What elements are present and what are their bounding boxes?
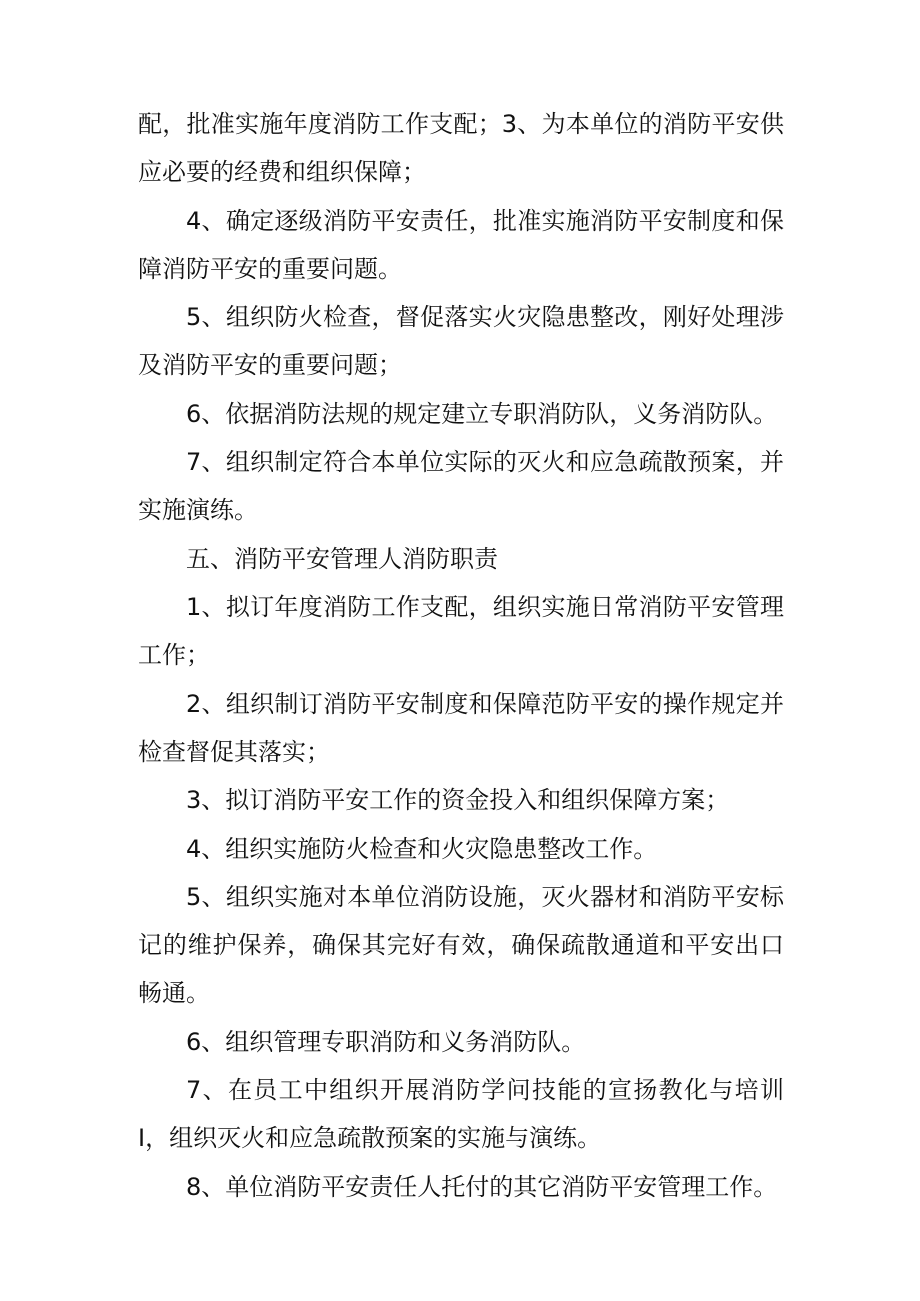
paragraph-manager-duty-4: 4、组织实施防火检查和火灾隐患整改工作。 <box>186 834 658 863</box>
paragraph-manager-duty-5: 5、组织实施对本单位消防设施，灭火器材和消防平安标记的维护保养，确保其完好有效，确保疏散通道和平安出口畅通。 <box>138 883 784 1007</box>
paragraph-manager-duty-6: 6、组织管理专职消防和义务消防队。 <box>186 1027 586 1056</box>
paragraph-manager-duty-2: 2、组织制订消防平安制度和保障范防平安的操作规定并检查督促其落实； <box>138 689 784 766</box>
paragraph-manager-duty-7: 7、在员工中组织开展消防学问技能的宣扬教化与培训I，组织灭火和应急疏散预案的实施与演练。 <box>138 1076 784 1152</box>
paragraph-duty-6: 6、依据消防法规的规定建立专职消防队，义务消防队。 <box>186 399 778 428</box>
section-heading: 五、消防平安管理人消防职责 <box>186 544 498 573</box>
paragraph-duty-5: 5、组织防火检查，督促落实火灾隐患整改，刚好处理涉及消防平安的重要问题； <box>138 303 784 379</box>
paragraph-manager-duty-3: 3、拟订消防平安工作的资金投入和组织保障方案； <box>186 786 730 814</box>
paragraph-manager-duty-1: 1、拟订年度消防工作支配，组织实施日常消防平安管理工作； <box>138 593 784 669</box>
document-page <box>138 100 784 1211</box>
paragraph-duty-7: 7、组织制定符合本单位实际的灭火和应急疏散预案，并实施演练。 <box>138 448 784 524</box>
paragraph-manager-duty-8: 8、单位消防平安责任人托付的其它消防平安管理工作。 <box>186 1172 778 1201</box>
paragraph-duty-4: 4、确定逐级消防平安责任，批准实施消防平安制度和保障消防平安的重要问题。 <box>138 206 784 283</box>
paragraph-continuation: 配，批准实施年度消防工作支配；3、为本单位的消防平安供应必要的经费和组织保障； <box>138 110 784 186</box>
